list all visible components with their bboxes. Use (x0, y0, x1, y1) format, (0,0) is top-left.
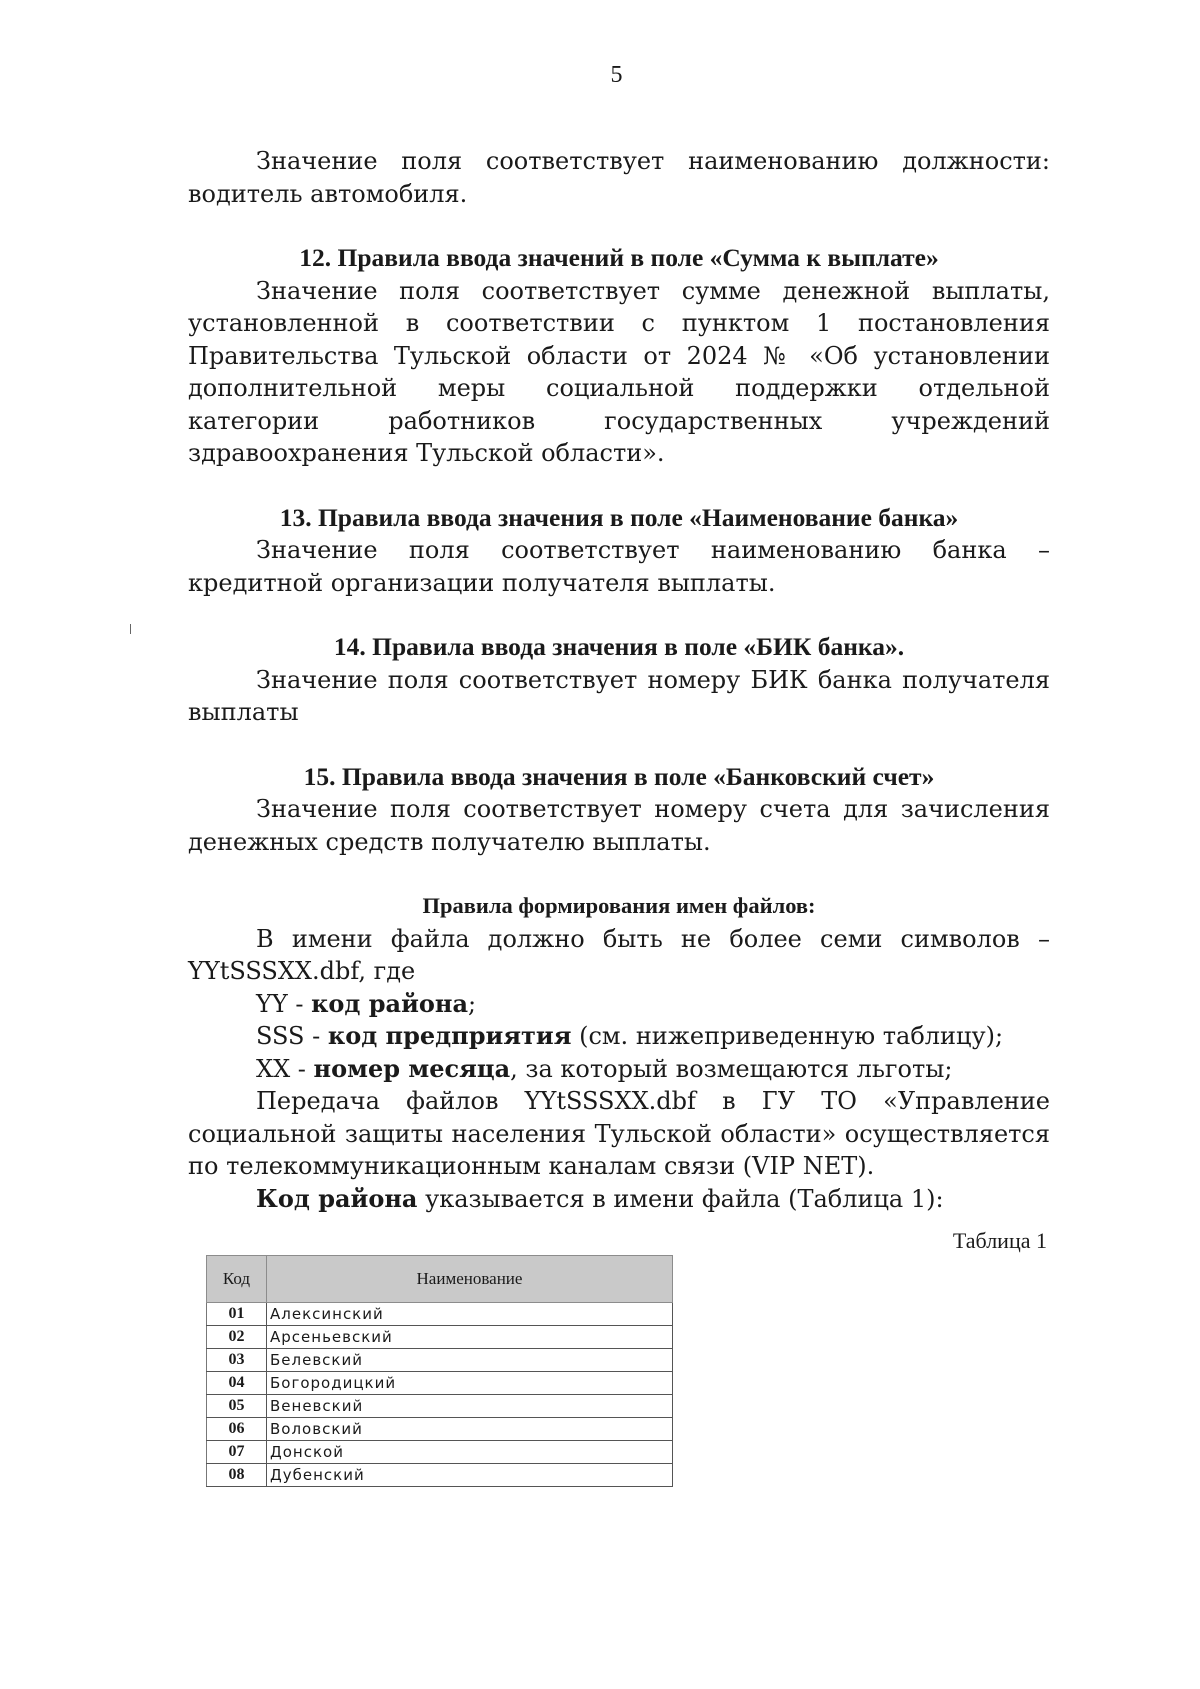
xx-code: XX - (256, 1054, 314, 1083)
section-12-paragraph: Значение поля соответствует сумме денежной выплаты, установленной в соответствии с пунктом 1 постановления Правительства Тульской области от 2024 № «Об установлении дополнительной меры социальной поддержки отдельной категории работников государственных учреждений здравоохранения Тульской области». (188, 276, 1050, 467)
sss-code: SSS - (256, 1022, 328, 1050)
row-name: Веневский (267, 1395, 673, 1418)
section-13-heading: 13. Правила ввода значения в поле «Наименование банка» (279, 502, 959, 532)
filenames-line1: В имени файла должно быть не более семи символов – YYtSSSXX.dbf, где (188, 924, 1050, 985)
row-name: Дубенский (267, 1464, 673, 1487)
sss-definition (188, 1020, 1050, 1053)
district-paragraph (188, 1183, 1050, 1216)
table-row (207, 1372, 673, 1395)
xx-rest: , за который возмещаются льготы; (510, 1054, 953, 1083)
district-codes-table (206, 1255, 673, 1487)
table-row (207, 1418, 673, 1441)
table-row (207, 1326, 673, 1349)
yy-code: YY - (256, 989, 312, 1018)
intro-paragraph: Значение поля соответствует наименованию должности: водитель автомобиля. (188, 147, 1050, 208)
table-row (207, 1464, 673, 1487)
district-rest: указывается в имени файла (Таблица 1): (417, 1184, 944, 1213)
table-header-row (207, 1256, 673, 1303)
row-code: 06 (207, 1418, 267, 1441)
filenames-heading: Правила формирования имен файлов: (422, 893, 816, 918)
header-code: Код (207, 1256, 267, 1303)
xx-term: номер месяца (313, 1053, 511, 1083)
row-name: Богородицкий (267, 1372, 673, 1395)
row-code: 02 (207, 1326, 267, 1349)
row-code: 05 (207, 1395, 267, 1418)
yy-rest: ; (468, 989, 477, 1018)
table-row (207, 1303, 673, 1326)
district-term: Код района (256, 1183, 418, 1213)
table-caption: Таблица 1 (952, 1228, 1047, 1253)
section-13-paragraph: Значение поля соответствует наименованию банка – кредитной организации получателя выплаты. (188, 536, 1050, 597)
sss-term: код предприятия (327, 1021, 572, 1050)
row-code: 03 (207, 1349, 267, 1372)
table-row (207, 1441, 673, 1464)
section-15-paragraph: Значение поля соответствует номеру счета для зачисления денежных средств получателю выплаты. (188, 795, 1050, 856)
yy-term: код района (311, 988, 469, 1018)
row-name: Алексинский (267, 1303, 673, 1326)
row-name: Белевский (267, 1349, 673, 1372)
table-row (207, 1395, 673, 1418)
page-number: 5 (610, 62, 623, 88)
row-code: 08 (207, 1464, 267, 1487)
document-body (188, 145, 1050, 1215)
section-14-heading: 14. Правила ввода значения в поле «БИК банка». (333, 632, 905, 661)
section-14-paragraph: Значение поля соответствует номеру БИК банка получателя выплаты (188, 665, 1050, 726)
row-code: 07 (207, 1441, 267, 1464)
row-name: Арсеньевский (267, 1326, 673, 1349)
row-name: Воловский (267, 1418, 673, 1441)
section-12-heading: 12. Правила ввода значений в поле «Сумма к выплате» (299, 243, 939, 272)
sss-rest: (см. нижеприведенную таблицу); (571, 1022, 1004, 1050)
row-code: 01 (207, 1303, 267, 1326)
section-15-heading: 15. Правила ввода значения в поле «Банковский счет» (303, 761, 935, 791)
yy-definition (188, 988, 1050, 1021)
margin-mark (130, 624, 131, 634)
header-name: Наименование (267, 1256, 673, 1303)
transfer-paragraph: Передача файлов YYtSSSXX.dbf в ГУ ТО «Управление социальной защиты населения Тульской области» осуществляется по телекоммуникационным каналам связи (VIP NET). (188, 1087, 1050, 1180)
row-code: 04 (207, 1372, 267, 1395)
table-row (207, 1349, 673, 1372)
row-name: Донской (267, 1441, 673, 1464)
xx-definition (188, 1053, 1050, 1086)
